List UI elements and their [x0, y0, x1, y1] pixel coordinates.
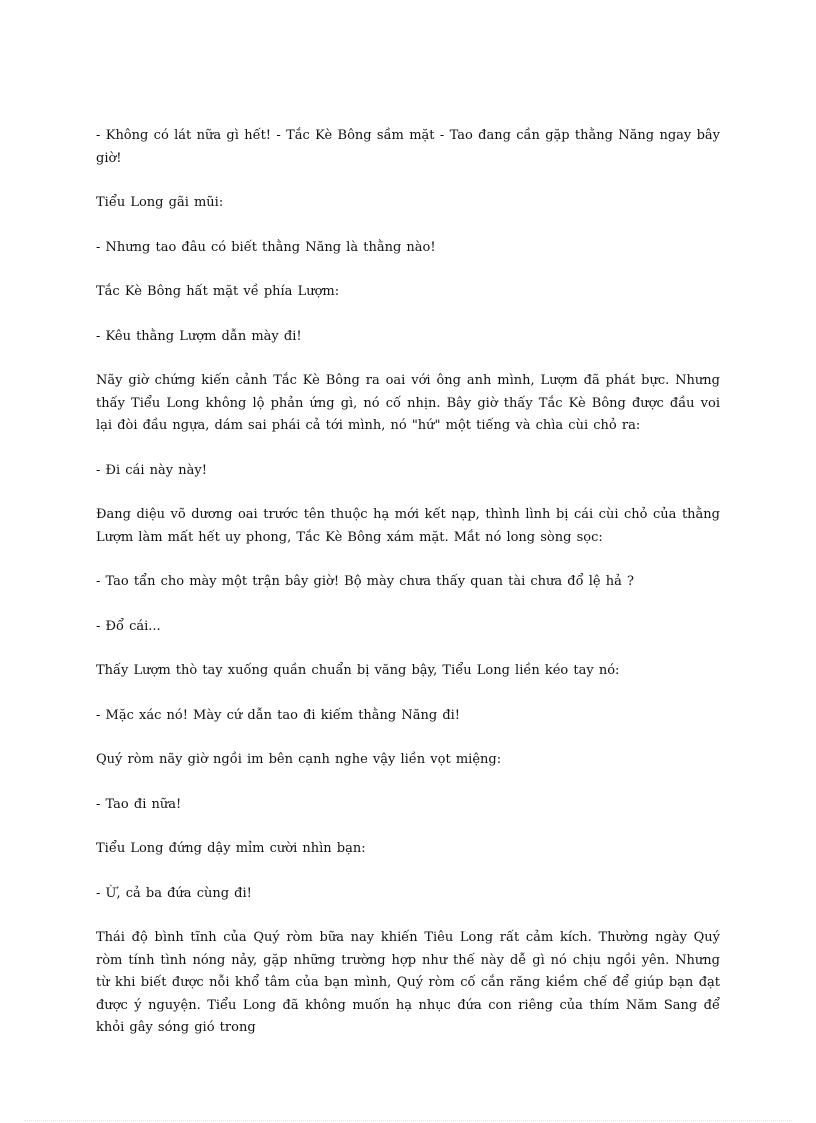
paragraph-6: Nãy giờ chứng kiến cảnh Tắc Kè Bông ra oai với ông anh mình, Lượm đã phát bực. Nhưng thấy Tiểu Long không lộ phản ứng gì, nó cố nhịn. Bây giờ thấy Tắc Kè Bông được đầu voi lại đòi đầu ngựa, dám sai phái cả tới mình, nó "hứ" một tiếng và chìa cùi chỏ ra: [96, 373, 720, 433]
document-body [96, 125, 720, 1040]
paragraph-17: Thái độ bình tĩnh của Quý ròm bữa nay khiến Tiêu Long rất cảm kích. Thường ngày Quý ròm tính tình nóng nảy, gặp những trường hợp như thế này dễ gì nó chịu ngồi yên. Nhưng từ khi biết được nỗi khổ tâm của bạn mình, Quý ròm cố cắn răng kiềm chế để giúp bạn đạt được ý nguyện. Tiểu Long đã không muốn hạ nhục đứa con riêng của thím Năm Sang để khỏi gây sóng gió trong [96, 930, 720, 1035]
paragraph-4: Tắc Kè Bông hất mặt về phía Lượm: [96, 284, 340, 299]
paragraph-5: - Kêu thằng Lượm dẫn mày đi! [96, 328, 302, 344]
paragraph-13: Quý ròm nãy giờ ngồi im bên cạnh nghe vậy liền vọt miệng: [96, 752, 502, 767]
page-bottom-edge [24, 1120, 792, 1121]
paragraph-14: - Tao đi nữa! [96, 796, 182, 812]
paragraph-11: Thấy Lượm thò tay xuống quần chuẩn bị văng bậy, Tiểu Long liền kéo tay nó: [96, 663, 620, 678]
paragraph-16: - Ừ, cả ba đứa cùng đi! [96, 885, 252, 901]
paragraph-10: - Đổ cái... [96, 618, 161, 634]
paragraph-3: - Nhưng tao đâu có biết thằng Năng là thằng nào! [96, 239, 436, 255]
paragraph-9: - Tao tẩn cho mày một trận bây giờ! Bộ mày chưa thấy quan tài chưa đổ lệ hả ? [96, 574, 634, 589]
paragraph-8: Đang diệu võ dương oai trước tên thuộc hạ mới kết nạp, thình lình bị cái cùi chỏ của thằng Lượm làm mất hết uy phong, Tắc Kè Bông xám mặt. Mắt nó long sòng sọc: [96, 507, 720, 545]
paragraph-2: Tiểu Long gãi mũi: [96, 195, 224, 210]
paragraph-7: - Đi cái này này! [96, 462, 207, 478]
paragraph-12: - Mặc xác nó! Mày cứ dẫn tao đi kiếm thằng Năng đi! [96, 707, 461, 723]
paragraph-15: Tiểu Long đứng dậy mỉm cười nhìn bạn: [96, 841, 366, 856]
paragraph-1: - Không có lát nữa gì hết! - Tắc Kè Bông sầm mặt - Tao đang cần gặp thằng Năng ngay bây giờ! [96, 128, 720, 166]
